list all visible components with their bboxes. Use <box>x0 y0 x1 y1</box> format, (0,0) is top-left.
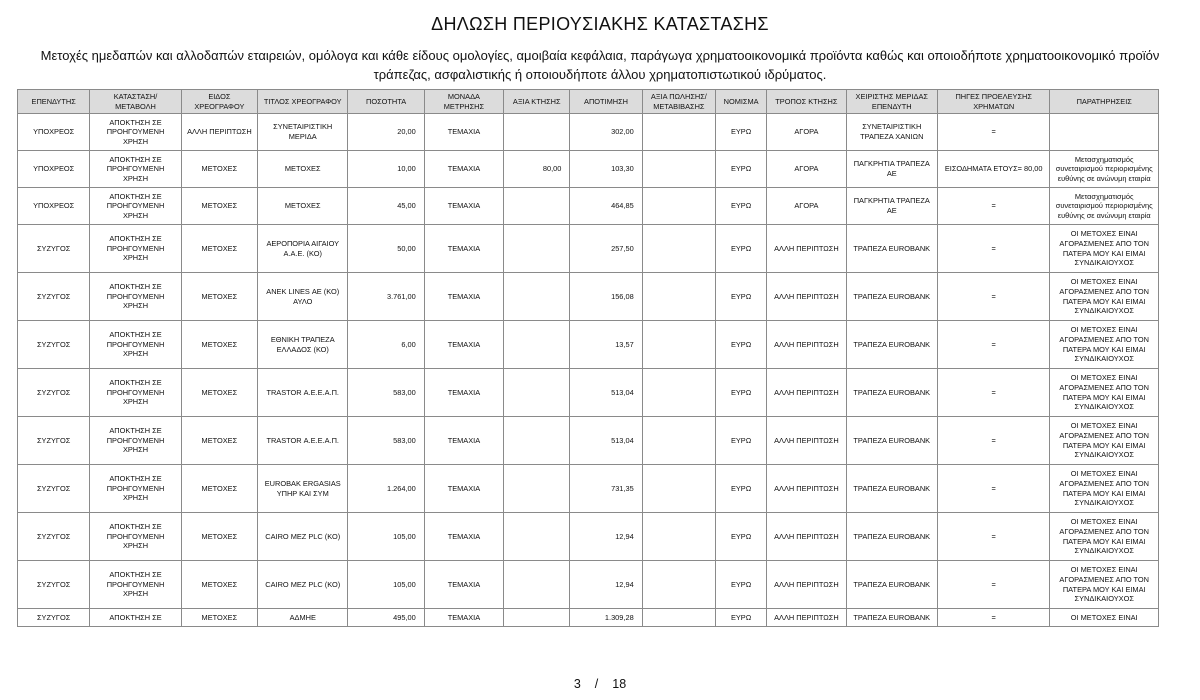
page-subtitle: Μετοχές ημεδαπών και αλλοδαπών εταιρειών, ομόλογα και κάθε είδους ομολογίες, αμοιβαία κεφάλαια, παράγωγα χρηματοοικονομικά προϊόντα καθώς και οποιοδήποτε χρηματοοικονομικό προϊόν τράπεζας, ασφαλιστικής ή οποιουδήποτε άλλου χρηματοπιστωτικού ιδρύματος. <box>40 48 1160 82</box>
table-row <box>18 188 1159 225</box>
table-row <box>18 561 1159 609</box>
cell-currency: ΕΥΡΩ <box>716 417 767 465</box>
cell-unit: ΤΕΜΑΧΙΑ <box>424 513 503 561</box>
cell-funds-source: = <box>937 273 1049 321</box>
cell-valuation: 103,30 <box>570 151 642 188</box>
cell-account-manager: ΤΡΑΠΕΖΑ EUROBANK <box>846 417 937 465</box>
cell-sale-value <box>642 273 715 321</box>
cell-sale-value <box>642 151 715 188</box>
cell-unit: ΤΕΜΑΧΙΑ <box>424 609 503 627</box>
cell-security-title: ΑΝΕΚ LINES ΑΕ (ΚΟ) ΑΥΛΟ <box>258 273 348 321</box>
cell-investor: ΣΥΖΥΓΟΣ <box>18 417 90 465</box>
cell-unit: ΤΕΜΑΧΙΑ <box>424 321 503 369</box>
cell-unit: ΤΕΜΑΧΙΑ <box>424 465 503 513</box>
cell-valuation: 257,50 <box>570 225 642 273</box>
cell-sale-value <box>642 114 715 151</box>
cell-unit: ΤΕΜΑΧΙΑ <box>424 417 503 465</box>
table-row <box>18 513 1159 561</box>
cell-status: ΑΠΟΚΤΗΣΗ ΣΕ ΠΡΟΗΓΟΥΜΕΝΗ ΧΡΗΣΗ <box>90 369 181 417</box>
cell-unit: ΤΕΜΑΧΙΑ <box>424 561 503 609</box>
cell-acquisition-value <box>504 417 570 465</box>
cell-security-type: ΜΕΤΟΧΕΣ <box>181 273 257 321</box>
cell-remarks: ΟΙ ΜΕΤΟΧΕΣ ΕΙΝΑΙ ΑΓΟΡΑΣΜΕΝΕΣ ΑΠΟ ΤΟΝ ΠΑΤΕΡΑ ΜΟΥ ΚΑΙ ΕΙΜΑΙ ΣΥΝΔΙΚΑΙΟΥΧΟΣ <box>1050 369 1159 417</box>
cell-unit: ΤΕΜΑΧΙΑ <box>424 188 503 225</box>
cell-sale-value <box>642 465 715 513</box>
cell-status: ΑΠΟΚΤΗΣΗ ΣΕ ΠΡΟΗΓΟΥΜΕΝΗ ΧΡΗΣΗ <box>90 273 181 321</box>
table-header-row <box>18 90 1159 114</box>
column-header-remarks: ΠΑΡΑΤΗΡΗΣΕΙΣ <box>1050 90 1159 114</box>
cell-currency: ΕΥΡΩ <box>716 609 767 627</box>
cell-security-type: ΜΕΤΟΧΕΣ <box>181 188 257 225</box>
cell-security-type: ΑΛΛΗ ΠΕΡΙΠΤΩΣΗ <box>181 114 257 151</box>
cell-funds-source: = <box>937 465 1049 513</box>
column-header-quantity: ΠΟΣΟΤΗΤΑ <box>348 90 424 114</box>
column-header-unit: ΜΟΝΑΔΑ ΜΕΤΡΗΣΗΣ <box>424 90 503 114</box>
column-header-security-title: ΤΙΤΛΟΣ ΧΡΕΟΓΡΑΦΟΥ <box>258 90 348 114</box>
cell-quantity: 1.264,00 <box>348 465 424 513</box>
cell-unit: ΤΕΜΑΧΙΑ <box>424 225 503 273</box>
column-header-acquisition-value: ΑΞΙΑ ΚΤΗΣΗΣ <box>504 90 570 114</box>
column-header-valuation: ΑΠΟΤΙΜΗΣΗ <box>570 90 642 114</box>
cell-acquisition-value <box>504 114 570 151</box>
cell-valuation: 12,94 <box>570 513 642 561</box>
cell-remarks: Μετασχηματισμός συνεταιρισμού περιορισμένης ευθύνης σε ανώνυμη εταιρία <box>1050 188 1159 225</box>
cell-account-manager: ΤΡΑΠΕΖΑ EUROBANK <box>846 321 937 369</box>
page-separator: / <box>594 677 599 691</box>
cell-status: ΑΠΟΚΤΗΣΗ ΣΕ ΠΡΟΗΓΟΥΜΕΝΗ ΧΡΗΣΗ <box>90 561 181 609</box>
cell-account-manager: ΣΥΝΕΤΑΙΡΙΣΤΙΚΗ ΤΡΑΠΕΖΑ ΧΑΝΙΩΝ <box>846 114 937 151</box>
cell-security-type: ΜΕΤΟΧΕΣ <box>181 321 257 369</box>
cell-status: ΑΠΟΚΤΗΣΗ ΣΕ ΠΡΟΗΓΟΥΜΕΝΗ ΧΡΗΣΗ <box>90 321 181 369</box>
cell-quantity: 583,00 <box>348 417 424 465</box>
cell-status: ΑΠΟΚΤΗΣΗ ΣΕ ΠΡΟΗΓΟΥΜΕΝΗ ΧΡΗΣΗ <box>90 225 181 273</box>
cell-account-manager: ΠΑΓΚΡΗΤΙΑ ΤΡΑΠΕΖΑ ΑΕ <box>846 188 937 225</box>
column-header-account-manager: ΧΕΙΡΙΣΤΗΣ ΜΕΡΙΔΑΣ ΕΠΕΝΔΥΤΗ <box>846 90 937 114</box>
table-row <box>18 369 1159 417</box>
cell-security-title: EUROBAK ERGASIAS ΥΠΗΡ ΚΑΙ ΣΥΜ <box>258 465 348 513</box>
cell-acquisition-method: ΑΛΛΗ ΠΕΡΙΠΤΩΣΗ <box>767 561 846 609</box>
cell-investor: ΣΥΖΥΓΟΣ <box>18 465 90 513</box>
cell-security-type: ΜΕΤΟΧΕΣ <box>181 465 257 513</box>
cell-currency: ΕΥΡΩ <box>716 321 767 369</box>
cell-acquisition-value <box>504 513 570 561</box>
table-row <box>18 609 1159 627</box>
cell-security-type: ΜΕΤΟΧΕΣ <box>181 513 257 561</box>
cell-security-type: ΜΕΤΟΧΕΣ <box>181 369 257 417</box>
cell-investor: ΣΥΖΥΓΟΣ <box>18 561 90 609</box>
cell-sale-value <box>642 188 715 225</box>
cell-status: ΑΠΟΚΤΗΣΗ ΣΕ ΠΡΟΗΓΟΥΜΕΝΗ ΧΡΗΣΗ <box>90 114 181 151</box>
cell-funds-source: = <box>937 561 1049 609</box>
cell-remarks: ΟΙ ΜΕΤΟΧΕΣ ΕΙΝΑΙ ΑΓΟΡΑΣΜΕΝΕΣ ΑΠΟ ΤΟΝ ΠΑΤΕΡΑ ΜΟΥ ΚΑΙ ΕΙΜΑΙ ΣΥΝΔΙΚΑΙΟΥΧΟΣ <box>1050 321 1159 369</box>
cell-security-type: ΜΕΤΟΧΕΣ <box>181 225 257 273</box>
cell-valuation: 464,85 <box>570 188 642 225</box>
cell-remarks: ΟΙ ΜΕΤΟΧΕΣ ΕΙΝΑΙ <box>1050 609 1159 627</box>
cell-quantity: 50,00 <box>348 225 424 273</box>
cell-funds-source: = <box>937 225 1049 273</box>
cell-account-manager: ΤΡΑΠΕΖΑ EUROBANK <box>846 273 937 321</box>
cell-currency: ΕΥΡΩ <box>716 114 767 151</box>
column-header-status: ΚΑΤΑΣΤΑΣΗ/ ΜΕΤΑΒΟΛΗ <box>90 90 181 114</box>
cell-funds-source: = <box>937 513 1049 561</box>
cell-investor: ΥΠΟΧΡΕΟΣ <box>18 151 90 188</box>
cell-acquisition-value <box>504 188 570 225</box>
column-header-funds-source: ΠΗΓΕΣ ΠΡΟΕΛΕΥΣΗΣ ΧΡΗΜΑΤΩΝ <box>937 90 1049 114</box>
cell-acquisition-value <box>504 225 570 273</box>
cell-status: ΑΠΟΚΤΗΣΗ ΣΕ ΠΡΟΗΓΟΥΜΕΝΗ ΧΡΗΣΗ <box>90 513 181 561</box>
cell-funds-source: = <box>937 114 1049 151</box>
cell-acquisition-method: ΑΓΟΡΑ <box>767 114 846 151</box>
cell-acquisition-value <box>504 369 570 417</box>
cell-account-manager: ΤΡΑΠΕΖΑ EUROBANK <box>846 465 937 513</box>
cell-quantity: 3.761,00 <box>348 273 424 321</box>
cell-valuation: 156,08 <box>570 273 642 321</box>
column-header-investor: ΕΠΕΝΔΥΤΗΣ <box>18 90 90 114</box>
cell-sale-value <box>642 225 715 273</box>
cell-currency: ΕΥΡΩ <box>716 273 767 321</box>
cell-acquisition-value: 80,00 <box>504 151 570 188</box>
page-total: 18 <box>612 677 627 691</box>
cell-quantity: 495,00 <box>348 609 424 627</box>
cell-funds-source: ΕΙΣΟΔΗΜΑΤΑ ΕΤΟΥΣ= 80,00 <box>937 151 1049 188</box>
cell-sale-value <box>642 369 715 417</box>
cell-security-type: ΜΕΤΟΧΕΣ <box>181 417 257 465</box>
cell-acquisition-method: ΑΛΛΗ ΠΕΡΙΠΤΩΣΗ <box>767 417 846 465</box>
cell-funds-source: = <box>937 417 1049 465</box>
cell-account-manager: ΤΡΑΠΕΖΑ EUROBANK <box>846 225 937 273</box>
cell-acquisition-method: ΑΛΛΗ ΠΕΡΙΠΤΩΣΗ <box>767 225 846 273</box>
cell-quantity: 105,00 <box>348 513 424 561</box>
cell-sale-value <box>642 609 715 627</box>
cell-investor: ΣΥΖΥΓΟΣ <box>18 369 90 417</box>
cell-currency: ΕΥΡΩ <box>716 225 767 273</box>
cell-security-title: CAIRO MEZ PLC (ΚΟ) <box>258 561 348 609</box>
cell-currency: ΕΥΡΩ <box>716 188 767 225</box>
column-header-currency: ΝΟΜΙΣΜΑ <box>716 90 767 114</box>
cell-valuation: 513,04 <box>570 369 642 417</box>
cell-status: ΑΠΟΚΤΗΣΗ ΣΕ ΠΡΟΗΓΟΥΜΕΝΗ ΧΡΗΣΗ <box>90 151 181 188</box>
cell-quantity: 583,00 <box>348 369 424 417</box>
holdings-table <box>17 89 1159 627</box>
page-current: 3 <box>573 677 581 691</box>
cell-unit: ΤΕΜΑΧΙΑ <box>424 273 503 321</box>
cell-acquisition-method: ΑΛΛΗ ΠΕΡΙΠΤΩΣΗ <box>767 465 846 513</box>
cell-security-title: ΕΘΝΙΚΗ ΤΡΑΠΕΖΑ ΕΛΛΑΔΟΣ (ΚΟ) <box>258 321 348 369</box>
cell-status: ΑΠΟΚΤΗΣΗ ΣΕ ΠΡΟΗΓΟΥΜΕΝΗ ΧΡΗΣΗ <box>90 417 181 465</box>
pagination <box>0 677 1200 691</box>
cell-investor: ΣΥΖΥΓΟΣ <box>18 225 90 273</box>
cell-investor: ΣΥΖΥΓΟΣ <box>18 273 90 321</box>
cell-security-type: ΜΕΤΟΧΕΣ <box>181 151 257 188</box>
cell-unit: ΤΕΜΑΧΙΑ <box>424 369 503 417</box>
cell-security-type: ΜΕΤΟΧΕΣ <box>181 561 257 609</box>
cell-quantity: 45,00 <box>348 188 424 225</box>
cell-acquisition-method: ΑΛΛΗ ΠΕΡΙΠΤΩΣΗ <box>767 609 846 627</box>
cell-investor: ΣΥΖΥΓΟΣ <box>18 513 90 561</box>
cell-security-title: TRASTOR Α.Ε.Ε.Α.Π. <box>258 417 348 465</box>
cell-currency: ΕΥΡΩ <box>716 369 767 417</box>
cell-remarks: ΟΙ ΜΕΤΟΧΕΣ ΕΙΝΑΙ ΑΓΟΡΑΣΜΕΝΕΣ ΑΠΟ ΤΟΝ ΠΑΤΕΡΑ ΜΟΥ ΚΑΙ ΕΙΜΑΙ ΣΥΝΔΙΚΑΙΟΥΧΟΣ <box>1050 273 1159 321</box>
cell-sale-value <box>642 513 715 561</box>
cell-valuation: 302,00 <box>570 114 642 151</box>
holdings-table-container <box>17 89 1159 627</box>
cell-remarks: ΟΙ ΜΕΤΟΧΕΣ ΕΙΝΑΙ ΑΓΟΡΑΣΜΕΝΕΣ ΑΠΟ ΤΟΝ ΠΑΤΕΡΑ ΜΟΥ ΚΑΙ ΕΙΜΑΙ ΣΥΝΔΙΚΑΙΟΥΧΟΣ <box>1050 225 1159 273</box>
cell-currency: ΕΥΡΩ <box>716 513 767 561</box>
cell-acquisition-value <box>504 321 570 369</box>
table-row <box>18 273 1159 321</box>
cell-remarks: ΟΙ ΜΕΤΟΧΕΣ ΕΙΝΑΙ ΑΓΟΡΑΣΜΕΝΕΣ ΑΠΟ ΤΟΝ ΠΑΤΕΡΑ ΜΟΥ ΚΑΙ ΕΙΜΑΙ ΣΥΝΔΙΚΑΙΟΥΧΟΣ <box>1050 513 1159 561</box>
cell-account-manager: ΤΡΑΠΕΖΑ EUROBANK <box>846 609 937 627</box>
cell-acquisition-value <box>504 273 570 321</box>
cell-status: ΑΠΟΚΤΗΣΗ ΣΕ ΠΡΟΗΓΟΥΜΕΝΗ ΧΡΗΣΗ <box>90 465 181 513</box>
cell-account-manager: ΤΡΑΠΕΖΑ EUROBANK <box>846 561 937 609</box>
cell-currency: ΕΥΡΩ <box>716 151 767 188</box>
cell-funds-source: = <box>937 369 1049 417</box>
table-row <box>18 225 1159 273</box>
cell-valuation: 731,35 <box>570 465 642 513</box>
cell-quantity: 105,00 <box>348 561 424 609</box>
cell-valuation: 13,57 <box>570 321 642 369</box>
cell-security-title: ΣΥΝΕΤΑΙΡΙΣΤΙΚΗ ΜΕΡΙΔΑ <box>258 114 348 151</box>
cell-acquisition-method: ΑΛΛΗ ΠΕΡΙΠΤΩΣΗ <box>767 513 846 561</box>
cell-quantity: 20,00 <box>348 114 424 151</box>
column-header-security-type: ΕΙΔΟΣ ΧΡΕΟΓΡΑΦΟΥ <box>181 90 257 114</box>
cell-security-type: ΜΕΤΟΧΕΣ <box>181 609 257 627</box>
cell-security-title: TRASTOR Α.Ε.Ε.Α.Π. <box>258 369 348 417</box>
table-row <box>18 321 1159 369</box>
cell-acquisition-value <box>504 465 570 513</box>
cell-funds-source: = <box>937 609 1049 627</box>
column-header-acquisition-method: ΤΡΟΠΟΣ ΚΤΗΣΗΣ <box>767 90 846 114</box>
cell-investor: ΥΠΟΧΡΕΟΣ <box>18 188 90 225</box>
cell-unit: ΤΕΜΑΧΙΑ <box>424 114 503 151</box>
cell-security-title: CAIRO MEZ PLC (ΚΟ) <box>258 513 348 561</box>
cell-acquisition-method: ΑΛΛΗ ΠΕΡΙΠΤΩΣΗ <box>767 273 846 321</box>
table-row <box>18 151 1159 188</box>
cell-account-manager: ΤΡΑΠΕΖΑ EUROBANK <box>846 513 937 561</box>
cell-security-title: ΜΕΤΟΧΕΣ <box>258 188 348 225</box>
table-body <box>18 114 1159 627</box>
cell-acquisition-method: ΑΛΛΗ ΠΕΡΙΠΤΩΣΗ <box>767 369 846 417</box>
cell-remarks: Μετασχηματισμός συνεταιρισμού περιορισμένης ευθύνης σε ανώνυμη εταιρία <box>1050 151 1159 188</box>
cell-valuation: 513,04 <box>570 417 642 465</box>
cell-status: ΑΠΟΚΤΗΣΗ ΣΕ ΠΡΟΗΓΟΥΜΕΝΗ ΧΡΗΣΗ <box>90 188 181 225</box>
cell-acquisition-method: ΑΓΟΡΑ <box>767 151 846 188</box>
cell-unit: ΤΕΜΑΧΙΑ <box>424 151 503 188</box>
cell-acquisition-method: ΑΛΛΗ ΠΕΡΙΠΤΩΣΗ <box>767 321 846 369</box>
column-header-sale-value: ΑΞΙΑ ΠΩΛΗΣΗΣ/ ΜΕΤΑΒΙΒΑΣΗΣ <box>642 90 715 114</box>
cell-currency: ΕΥΡΩ <box>716 561 767 609</box>
cell-acquisition-value <box>504 561 570 609</box>
cell-remarks: ΟΙ ΜΕΤΟΧΕΣ ΕΙΝΑΙ ΑΓΟΡΑΣΜΕΝΕΣ ΑΠΟ ΤΟΝ ΠΑΤΕΡΑ ΜΟΥ ΚΑΙ ΕΙΜΑΙ ΣΥΝΔΙΚΑΙΟΥΧΟΣ <box>1050 561 1159 609</box>
cell-funds-source: = <box>937 321 1049 369</box>
cell-valuation: 1.309,28 <box>570 609 642 627</box>
cell-currency: ΕΥΡΩ <box>716 465 767 513</box>
cell-remarks <box>1050 114 1159 151</box>
cell-security-title: ΜΕΤΟΧΕΣ <box>258 151 348 188</box>
cell-investor: ΣΥΖΥΓΟΣ <box>18 321 90 369</box>
cell-account-manager: ΤΡΑΠΕΖΑ EUROBANK <box>846 369 937 417</box>
cell-security-title: ΑΔΜΗΕ <box>258 609 348 627</box>
cell-quantity: 6,00 <box>348 321 424 369</box>
cell-investor: ΣΥΖΥΓΟΣ <box>18 609 90 627</box>
cell-acquisition-method: ΑΓΟΡΑ <box>767 188 846 225</box>
cell-sale-value <box>642 321 715 369</box>
cell-investor: ΥΠΟΧΡΕΟΣ <box>18 114 90 151</box>
cell-sale-value <box>642 417 715 465</box>
page-title: ΔΗΛΩΣΗ ΠΕΡΙΟΥΣΙΑΚΗΣ ΚΑΤΑΣΤΑΣΗΣ <box>431 14 769 34</box>
cell-sale-value <box>642 561 715 609</box>
cell-security-title: ΑΕΡΟΠΟΡΙΑ ΑΙΓΑΙΟΥ Α.Α.Ε. (ΚΟ) <box>258 225 348 273</box>
cell-status: ΑΠΟΚΤΗΣΗ ΣΕ <box>90 609 181 627</box>
cell-account-manager: ΠΑΓΚΡΗΤΙΑ ΤΡΑΠΕΖΑ ΑΕ <box>846 151 937 188</box>
cell-remarks: ΟΙ ΜΕΤΟΧΕΣ ΕΙΝΑΙ ΑΓΟΡΑΣΜΕΝΕΣ ΑΠΟ ΤΟΝ ΠΑΤΕΡΑ ΜΟΥ ΚΑΙ ΕΙΜΑΙ ΣΥΝΔΙΚΑΙΟΥΧΟΣ <box>1050 417 1159 465</box>
table-row <box>18 465 1159 513</box>
table-row <box>18 114 1159 151</box>
cell-acquisition-value <box>504 609 570 627</box>
cell-valuation: 12,94 <box>570 561 642 609</box>
cell-remarks: ΟΙ ΜΕΤΟΧΕΣ ΕΙΝΑΙ ΑΓΟΡΑΣΜΕΝΕΣ ΑΠΟ ΤΟΝ ΠΑΤΕΡΑ ΜΟΥ ΚΑΙ ΕΙΜΑΙ ΣΥΝΔΙΚΑΙΟΥΧΟΣ <box>1050 465 1159 513</box>
cell-quantity: 10,00 <box>348 151 424 188</box>
table-row <box>18 417 1159 465</box>
cell-funds-source: = <box>937 188 1049 225</box>
